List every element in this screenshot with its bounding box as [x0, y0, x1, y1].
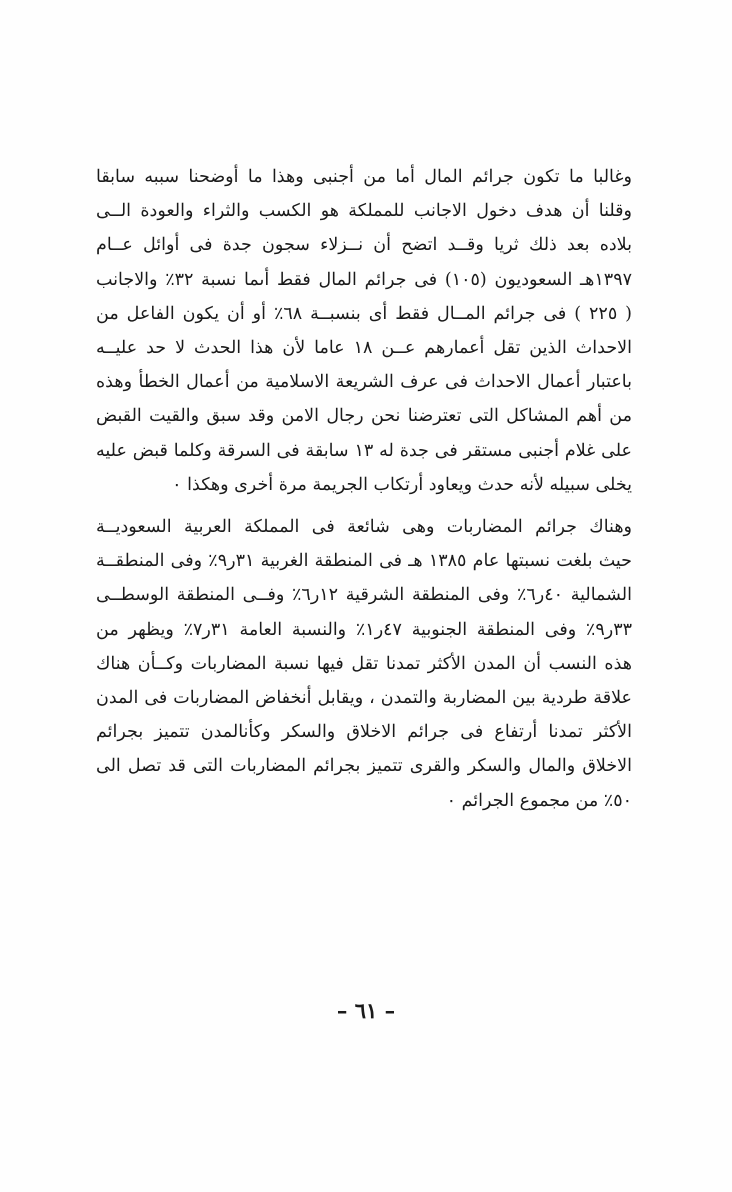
text-line: من أهم المشاكل التى تعترضنا نحن رجال الامن وقد سبق والقيت القبض	[96, 406, 632, 427]
text-line: وهناك جرائم المضاربات وهى شائعة فى المملكة العربية السعوديــة	[96, 517, 632, 537]
text-line: الأكثر تمدنا أرتفاع فى جرائم الاخلاق والسكر وكأنالمدن تتميز بجرائم	[96, 722, 632, 743]
text-line: الاخلاق والمال والسكر والقرى تتميز بجرائم المضاربات التى قد تصل الى	[96, 756, 632, 777]
text-line: علاقة طردية بين المضاربة والتمدن ، ويقابل أنخفاض المضاربات فى المدن	[96, 687, 632, 708]
text-line: على غلام أجنبى مستقر فى جدة له ١٣ سابقة فى السرقة وكلما قبض عليه	[96, 440, 632, 461]
text-line: الاحداث الذين تقل أعمارهم عــن ١٨ عاما لأن هذا الحدث لا حد عليــه	[96, 337, 632, 358]
text-line: وغالبا ما تكون جرائم المال أما من أجنبى وهذا ما أوضحنا سببه سابقا	[96, 167, 632, 187]
text-line: باعتبار أعمال الاحداث فى عرف الشريعة الاسلامية من أعمال الخطأ وهذه	[96, 372, 632, 393]
text-line: يخلى سبيله لأنه حدث ويعاود أرتكاب الجريمة مرة أخرى وهكذا ٠	[172, 474, 632, 495]
paragraph-fighting-crimes	[96, 510, 632, 818]
text-line: حيث بلغت نسبتها عام ١٣٨٥ هـ فى المنطقة الغربية ٣١ر٩٪ وفى المنطقــة	[96, 551, 632, 572]
text-line: ( ٢٢٥ ) فى جرائم المــال فقط أى بنسبــة ٦٨٪ أو أن يكون الفاعل من	[96, 303, 633, 324]
text-line: هذه النسب أن المدن الأكثر تمدنا تقل فيها نسبة المضاربات وكــأن هناك	[96, 653, 632, 674]
paragraph-property-crimes	[96, 160, 632, 502]
text-line: الشمالية ٤٠ر٦٪ وفى المنطقة الشرقية ١٢ر٦٪ وفــى المنطقة الوسطــى	[96, 585, 632, 606]
text-line: ١٣٩٧هـ السعوديون (١٠٥) فى جرائم المال فقط أىما نسبة ٣٢٪ والاجانب	[96, 269, 632, 290]
page-number: – ٦١ –	[336, 998, 396, 1023]
text-line: وقلنا أن هدف دخول الاجانب للمملكة هو الكسب والثراء والعودة الــى	[96, 201, 632, 222]
text-line: بلاده بعد ذلك ثريا وقــد اتضح أن نــزلاء سجون جدة فى أوائل عــام	[96, 235, 632, 256]
text-line: ٣٣ر٩٪ وفى المنطقة الجنوبية ٤٧ر١٪ والنسبة العامة ٣١ر٧٪ ويظهر من	[96, 619, 632, 640]
text-line: ٥٠٪ من مجموع الجرائم ٠	[446, 790, 632, 811]
